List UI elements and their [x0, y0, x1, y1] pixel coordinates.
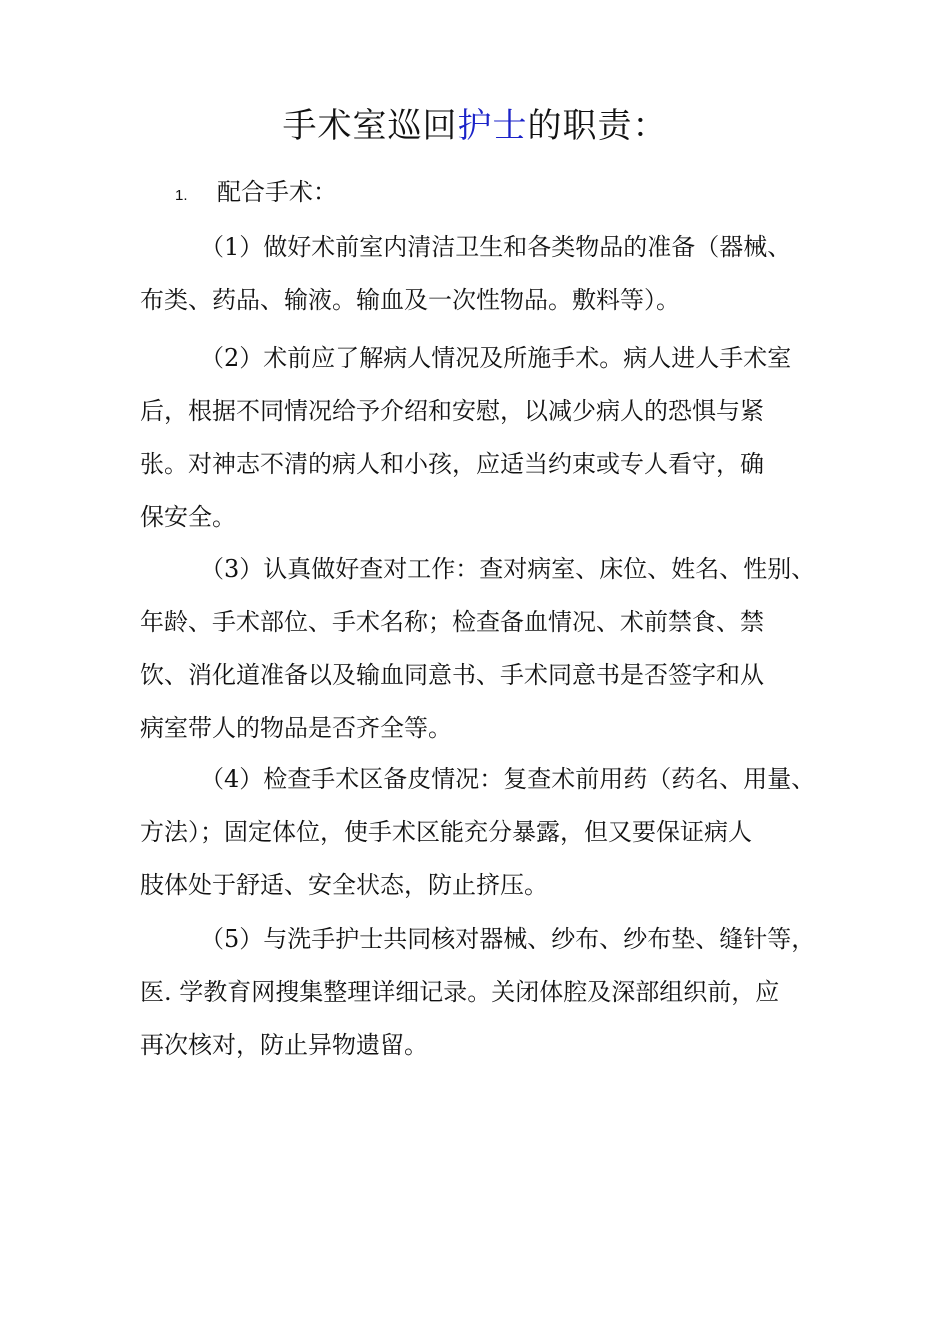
title-prefix: 手术室巡回	[282, 106, 458, 146]
paragraph-line: 后，根据不同情况给予介绍和安慰，以减少病人的恐惧与紧	[140, 397, 764, 425]
document-title	[0, 100, 950, 152]
paragraph-line: 张。对神志不清的病人和小孩，应适当约束或专人看守，确	[140, 450, 764, 478]
paragraph-line: 医. 学教育网搜集整理详细记录。关闭体腔及深部组织前，应	[140, 978, 780, 1006]
paragraph-line: 年龄、手术部位、手术名称；检查备血情况、术前禁食、禁	[140, 608, 764, 636]
title-highlight: 护士	[457, 106, 528, 146]
paragraph-2	[140, 332, 840, 544]
section-heading	[175, 172, 337, 216]
title-suffix: 的职责：	[527, 106, 668, 146]
paragraph-line: （3）认真做好查对工作：查对病室、床位、姓名、性别、	[200, 555, 816, 583]
section-heading-text: 配合手术：	[217, 178, 337, 206]
paragraph-1	[140, 221, 840, 327]
paragraph-line: 饮、消化道准备以及输血同意书、手术同意书是否签字和从	[140, 661, 764, 689]
paragraph-line: 病室带人的物品是否齐全等。	[140, 714, 452, 742]
paragraph-4	[140, 753, 840, 912]
paragraph-line: （5）与洗手护士共同核对器械、纱布、纱布垫、缝针等，	[200, 925, 816, 953]
paragraph-line: （1）做好术前室内清洁卫生和各类物品的准备（器械、	[200, 233, 792, 261]
paragraph-line: （2）术前应了解病人情况及所施手术。病人进人手术室	[200, 344, 792, 372]
section-number: 1.	[175, 187, 188, 204]
paragraph-line: 肢体处于舒适、安全状态，防止挤压。	[140, 871, 548, 899]
paragraph-3	[140, 543, 840, 755]
paragraph-line: 布类、药品、输液。输血及一次性物品。敷料等）。	[140, 286, 680, 314]
paragraph-line: （4）检查手术区备皮情况：复查术前用药（药名、用量、	[200, 765, 816, 793]
paragraph-line: 方法）；固定体位，使手术区能充分暴露，但又要保证病人	[140, 818, 752, 846]
paragraph-line: 再次核对，防止异物遗留。	[140, 1031, 428, 1059]
paragraph-line: 保安全。	[140, 503, 236, 531]
paragraph-5	[140, 913, 840, 1072]
